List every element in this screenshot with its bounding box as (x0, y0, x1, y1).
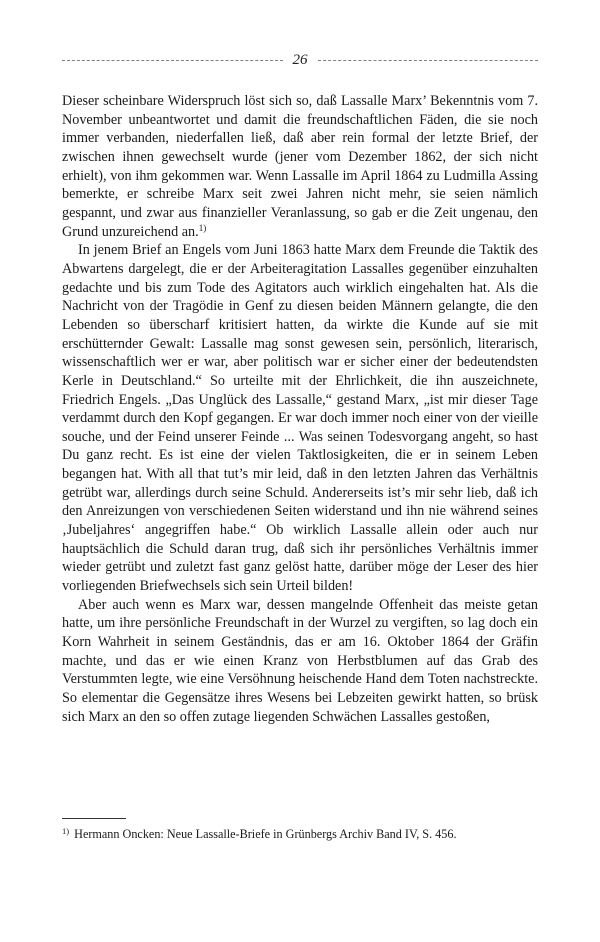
page-number: 26 (292, 52, 308, 68)
paragraph-1-text: Dieser scheinbare Widerspruch löst sich so, daß Lassalle Marx’ Bekenntnis vom 7. November unbeantwortet und damit die freundschaftlichen Fäden, die sie noch immer verbanden, niederfallen ließ, daß aber rein formal der letzte Brief, der zwischen ihnen gewechselt wurde (jener vom Dezember 1862, der sich nicht erhielt), von ihm gekommen war. Wenn Lassalle im April 1864 zu Ludmilla Assing bemerkte, er schreibe Marx seit zwei Jahren nicht mehr, sie seien nämlich gespannt, und zwar aus finanzieller Veranlassung, so gab er die Zeit ungenau, den Grund unzureichend an. (62, 93, 538, 240)
paragraph-2: In jenem Brief an Engels vom Juni 1863 hatte Marx dem Freunde die Taktik des Abwartens dargelegt, die er der Arbeiteragitation Lassalles gegenüber einzuhalten gedachte und bis zum Tode des Agitators auch wirklich eingehalten hat. Als die Nachricht von der Tragödie in Genf zu diesen beiden Männern gelangte, die den Lebenden so überscharf kritisiert hatten, da wirkte die Kunde auf sie mit erschütternder Gewalt: Lassalle mag sonst gewesen sein, persönlich, literarisch, wissenschaftlich wer er war, aber politisch war er sicher einer der bedeutendsten Kerle in Deutschland.“ So urteilte mit der Ehrlichkeit, die ihn auszeichnete, Friedrich Engels. „Das Unglück des Lassalle,“ gestand Marx, „ist mir dieser Tage verdammt durch den Kopf gegangen. Er war doch immer noch einer von der vieille souche, und der Feind unserer Feinde ... Was seinen Todesvorgang angeht, so hast Du ganz recht. Es ist eine der vielen Taktlosigkeiten, die er in seinem Leben begangen hat. With all that tut’s mir leid, daß in den letzten Jahren das Verhältnis getrübt war, allerdings durch seine Schuld. Andererseits ist’s mir sehr lieb, daß ich den Anreizungen von verschiedenen Seiten widerstand und ihn nie während seines ‚Jubeljahres‘ angegriffen habe.“ Ob wirklich Lassalle allein oder auch nur hauptsächlich die Schuld daran trug, daß sich ihr persönliches Verhältnis immer wieder getrübt und zuletzt fast ganz gelöst hatte, darüber möge der Leser des hier vorliegenden Briefwechsels sich sein Urteil bilden! (62, 242, 538, 595)
footnote (62, 826, 538, 843)
paragraph-1 (62, 92, 538, 241)
body-text (62, 92, 538, 726)
header-rule-right (318, 60, 539, 61)
paragraph-3: Aber auch wenn es Marx war, dessen mangelnde Offenheit das meiste getan hatte, um ihre persönliche Freundschaft in der Wurzel zu vergiften, so lag doch ein Korn Wahrheit in seinem Geständnis, das er am 16. Oktober 1864 der Gräfin machte, und das er wie einen Kranz von Herbstblumen auf das Grab des Verstummten legte, wie eine Versöhnung heischende Hand dem Toten nachstreckte. So elementar die Gegensätze ihres Wesens bei Lebzeiten gewirkt hatten, so brüsk sich Marx an den so offen zutage liegenden Schwächen Lassalles gestoßen, (62, 596, 538, 725)
footnote-marker: 1) (62, 826, 70, 836)
footnote-text: Hermann Oncken: Neue Lassalle-Briefe in Grünbergs Archiv Band IV, S. 456. (74, 827, 457, 841)
footnote-reference: 1) (198, 222, 207, 233)
header-rule-left (62, 60, 283, 61)
page-header (62, 48, 538, 72)
footnote-separator (62, 818, 126, 819)
